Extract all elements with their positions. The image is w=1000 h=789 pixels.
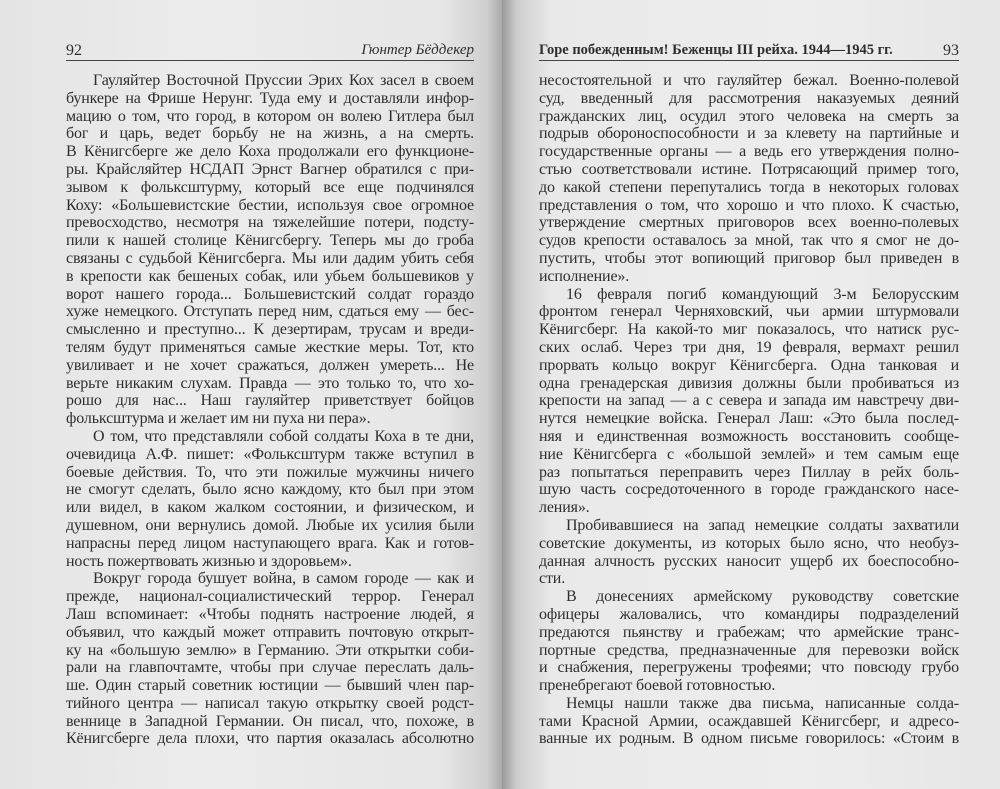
text-line: превосходство, несмотря на тяжелейшие потери, подсту- xyxy=(66,214,474,232)
text-line: подрыв обороноспособности и за клевету на партийные и xyxy=(539,125,959,143)
text-line: представления о том, что хорошо и что плохо. К счастью, xyxy=(539,196,959,214)
text-line: зывом к фольксштурму, который все еще подчинялся xyxy=(66,178,474,196)
text-line: напрасны перед лицом наступающего врага. Как и готов- xyxy=(66,534,474,552)
text-line: ку на «большую землю» в Германию. Эти открытки соби- xyxy=(66,641,474,659)
page-number: 92 xyxy=(66,42,82,59)
page-number: 93 xyxy=(943,42,959,59)
text-line: или видел, в каком жалком состоянии, и физическом, и xyxy=(66,499,474,517)
text-line: хуже немецкого. Отступать перед ним, сдаться ему — бес- xyxy=(66,303,474,321)
text-line: объявил, что каждый может отправить почтовую открыт- xyxy=(66,623,474,641)
text-line: очевидица А.Ф. пишет: «Фольксштурм также вступил в xyxy=(66,445,474,463)
text-line: ность пожертвовать жизнью и здоровьем». xyxy=(66,552,352,570)
text-line: раз попытаться переправить через Пиллау в рейх боль- xyxy=(539,463,959,481)
text-line: пили к нашей столице Кёнигсбергу. Теперь мы до гроба xyxy=(66,232,474,250)
paragraph xyxy=(539,695,959,748)
text-line: предаются пьянству и грабежам; что армейские транс- xyxy=(539,623,959,641)
text-line: пренебрегают боевой готовностью. xyxy=(539,677,776,695)
text-line: О том, что представляли собой солдаты Коха в те дни, xyxy=(93,427,474,445)
paragraph xyxy=(539,588,959,695)
text-line: и снабжения, перегружены трофеями; что повсюду грубо xyxy=(539,659,959,677)
text-line: ванные их родным. В одном письме говорилось: «Стоим в xyxy=(539,730,959,748)
text-line: верьте никаким слухам. Правда — это только то, что хо- xyxy=(66,374,474,392)
text-line: в крепости как бешеных собак, или убьем большевиков у xyxy=(66,267,474,285)
text-line: фронтом генерал Черняховский, чьи армии штурмовали xyxy=(539,303,959,321)
running-head-author: Гюнтер Бёддекер xyxy=(361,42,474,58)
text-line: до какой степени перепутались тогда в некоторых головах xyxy=(539,178,959,196)
paragraph xyxy=(539,72,959,286)
text-line: офицеры жаловались, что командиры подразделений xyxy=(539,605,959,623)
text-line: увиливает и не хочет сражаться, должен умереть... Не xyxy=(66,356,474,374)
text-line: не смогут сделать, было ясно каждому, кто был при этом xyxy=(66,481,474,499)
text-line: Лаш вспоминает: «Чтобы поднять настроение людей, я xyxy=(66,605,474,623)
text-line: рошо для нас... Наш гауляйтер приветствует бойцов xyxy=(66,392,474,410)
text-line: рали на главпочтамте, чтобы при случае переслать даль- xyxy=(66,659,474,677)
text-line: фольксштурма и желает им ни пуха ни пера». xyxy=(66,410,371,428)
text-line: 16 февраля погиб командующий 3-м Белорусским xyxy=(566,285,959,303)
text-line: государственные органы — а ведь его утверждения полно- xyxy=(539,143,959,161)
text-line: связаны с судьбой Кёнигсберга. Мы или дадим убить себя xyxy=(66,249,474,267)
text-line: В Кёнигсберге же дело Коха продолжали его функционе- xyxy=(66,143,474,161)
text-line: гражданских лиц, осудил этого человека на смерть за xyxy=(539,107,959,125)
text-line: смысленно и преступно... К дезертирам, трусам и вреди- xyxy=(66,321,474,339)
text-line: няя и единственная возможность восстановить сообще- xyxy=(539,427,959,445)
left-page-header xyxy=(66,40,474,61)
text-line: Гауляйтер Восточной Пруссии Эрих Кох засел в своем xyxy=(93,72,474,89)
text-line: телям будут применяться самые жесткие меры. Тот, кто xyxy=(66,338,474,356)
text-line: суд, введенный для рассмотрения наказуемых деяний xyxy=(539,89,959,107)
right-page-body xyxy=(539,72,959,748)
paragraph xyxy=(66,570,474,748)
text-line: шую часть сосредоточенного в городе гражданского насе- xyxy=(539,481,959,499)
text-line: прорвать кольцо вокруг Кёнигсберга. Одна танковая и xyxy=(539,356,959,374)
text-line: ворот нашего города... Большевистский солдат гораздо xyxy=(66,285,474,303)
text-line: ления». xyxy=(539,499,590,517)
running-head-title: Горе побежденным! Беженцы III рейха. 1944—1945 гг. xyxy=(539,42,893,58)
text-line: бог и царь, ведет борьбу не на жизнь, а на смерть. xyxy=(66,125,474,143)
text-line: прежде, национал-социалистический террор. Генерал xyxy=(66,588,474,606)
text-line: сти. xyxy=(539,570,566,588)
text-line: несостоятельной и что гауляйтер бежал. Военно-полевой xyxy=(539,72,959,89)
text-line: утверждение смертных приговоров всех военно-полевых xyxy=(539,214,959,232)
text-line: ры. Крайсляйтер НСДАП Эрнст Вагнер обратился с при- xyxy=(66,160,474,178)
text-line: ских ослаб. Через три дня, 19 февраля, вермахт решил xyxy=(539,338,959,356)
text-line: нутся немецкие войска. Генерал Лаш: «Это была послед- xyxy=(539,410,959,428)
right-page xyxy=(502,0,1000,789)
text-line: Коху: «Большевистские бестии, используя свое огромное xyxy=(66,196,474,214)
paragraph xyxy=(66,428,474,570)
text-line: ше. Один старый советник юстиции — бывший член пар- xyxy=(66,677,474,695)
text-line: судов крепости оставалось за мной, так что я смог не до- xyxy=(539,232,959,250)
text-line: данная алчность русских наносит ущерб их боеспособно- xyxy=(539,552,959,570)
paragraph xyxy=(66,72,474,428)
paragraph xyxy=(539,517,959,588)
text-line: В донесениях армейскому руководству советские xyxy=(566,588,959,606)
text-line: одна гренадерская дивизия должны были пробиваться из xyxy=(539,374,959,392)
text-line: Кёнигсберг. На какой-то миг показалось, что натиск рус- xyxy=(539,321,959,339)
text-line: пустить, чтобы этот вопиющий приговор был приведен в xyxy=(539,249,959,267)
text-line: ние Кёнигсберга с «большой землей» и тем самым еще xyxy=(539,445,959,463)
text-line: крепости на запад — а с севера и запада им навстречу дви- xyxy=(539,392,959,410)
text-line: портные средства, предназначенные для перевозки войск xyxy=(539,641,959,659)
text-line: душевном, они вернулись домой. Любые их усилия были xyxy=(66,516,474,534)
text-line: тийного центра — написал такую открытку своей родст- xyxy=(66,694,474,712)
text-line: советские документы, из которых было ясно, что необуз- xyxy=(539,534,959,552)
text-line: мацию о том, что город, в котором он волею Гитлера был xyxy=(66,107,474,125)
text-line: Кёнигсберге дела плохи, что партия оказалась абсолютно xyxy=(66,730,474,748)
text-line: исполнение». xyxy=(539,267,630,285)
left-page-body xyxy=(66,72,474,748)
text-line: бункере на Фрише Нерунг. Туда ему и доставляли инфор- xyxy=(66,89,474,107)
text-line: Немцы нашли также два письма, написанные солда- xyxy=(566,694,959,712)
text-line: боевые действия. То, что эти пожилые мужчины ничего xyxy=(66,463,474,481)
paragraph xyxy=(539,286,959,517)
text-line: Вокруг города бушует война, в самом городе — как и xyxy=(93,570,474,588)
text-line: Пробивавшиеся на запад немецкие солдаты захватили xyxy=(566,516,959,534)
right-page-header xyxy=(539,40,959,61)
text-line: стью соответствовали истине. Потрясающий пример того, xyxy=(539,160,959,178)
text-line: тами Красной Армии, осаждавшей Кёнигсберг, и адресо- xyxy=(539,712,959,730)
text-line: веннице в Западной Германии. Он писал, что, похоже, в xyxy=(66,712,474,730)
